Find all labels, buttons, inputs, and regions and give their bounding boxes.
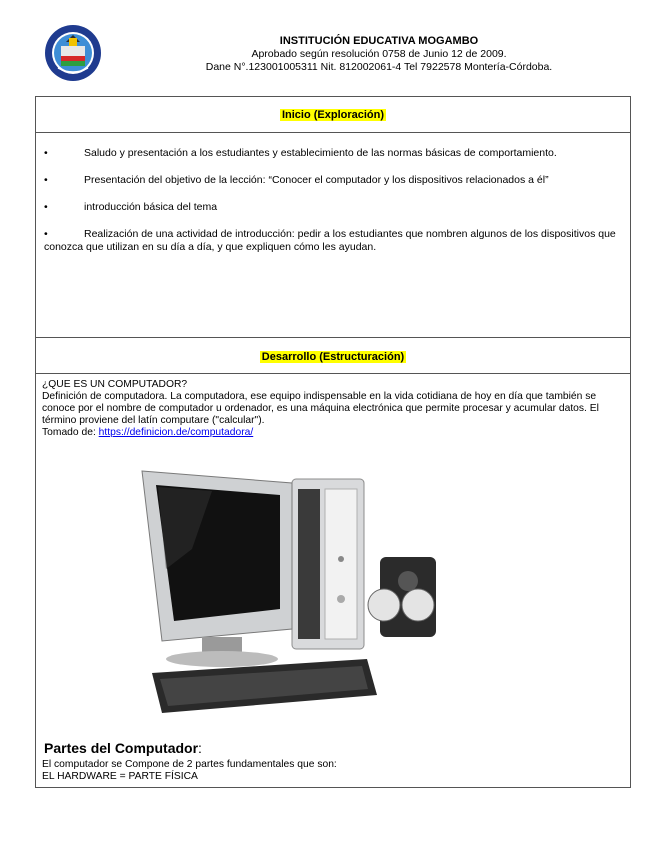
definition-text: Definición de computadora. La computadora, ese equipo indispensable en la vida cotidiana de hoy en día que también se conoce por el nombre de computador u ordenador, es una máquina electrónica que permite procesar y acumular datos. El término proviene del latín computare ("calcular"). [42, 391, 599, 426]
source-link[interactable]: https://definicion.de/computadora/ [98, 427, 254, 438]
divider [36, 373, 630, 374]
document-header [44, 22, 634, 92]
desarrollo-heading: Desarrollo (Estructuración) [261, 351, 405, 363]
inicio-heading: Inicio (Exploración) [281, 109, 385, 121]
contact-line: Dane N°.123001005311 Nit. 812002061-4 Tel 7922578 Montería-Córdoba. [205, 61, 553, 73]
partes-heading: Partes del Computador: [44, 740, 202, 756]
desarrollo-content [42, 379, 628, 439]
list-item: • Realización de una actividad de introducción: pedir a los estudiantes que nombren algunos de los dispositivos que conozca que utilizan en su día a día, y que expliquen cómo les ayudan. [44, 228, 616, 253]
list-item: • Presentación del objetivo de la lección: “Conocer el computador y los dispositivos relacionados a él” [44, 174, 549, 186]
question-heading: ¿QUE ES UN COMPUTADOR? [42, 379, 188, 390]
divider [36, 132, 630, 133]
resolution-line: Aprobado según resolución 0758 de Junio 12 de 2009. [251, 48, 507, 60]
divider [36, 337, 630, 338]
inicio-list [44, 147, 619, 268]
institution-name: INSTITUCIÓN EDUCATIVA MOGAMBO [279, 35, 479, 47]
school-logo [44, 22, 102, 84]
list-item: • introducción básica del tema [44, 201, 218, 213]
lesson-table [35, 96, 631, 788]
header-text [124, 35, 634, 74]
desktop-computer-illustration [122, 459, 482, 725]
list-item: • Saludo y presentación a los estudiantes y establecimiento de las normas básicas de comportamiento. [44, 147, 557, 159]
partes-text: El computador se Compone de 2 partes fundamentales que son: EL HARDWARE = PARTE FÍSICA [42, 759, 337, 782]
source-line: Tomado de: https://definicion.de/computadora/ [42, 427, 254, 438]
